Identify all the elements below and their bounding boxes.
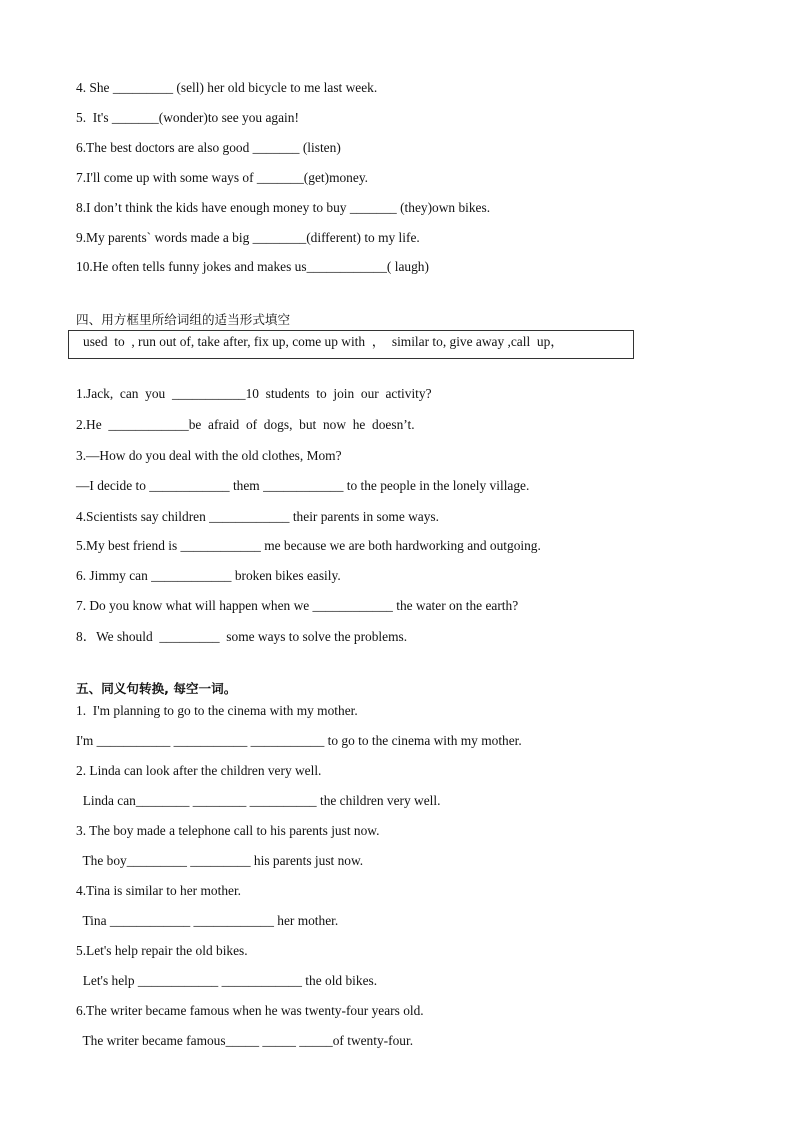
exercise-item: 4.Scientists say children ____________ their parents in some ways. — [76, 509, 439, 524]
exercise-item: Let's help ____________ ____________ the old bikes. — [76, 973, 378, 988]
exercise-item: 7.I'll come up with some ways of _______(get)money. — [76, 170, 368, 185]
exercise-item: 2.He ____________be afraid of dogs, but now he doesn’t. — [76, 417, 415, 432]
exercise-item: 1. I'm planning to go to the cinema with my mother. — [76, 703, 358, 718]
exercise-item: 10.He often tells funny jokes and makes us____________( laugh) — [76, 259, 429, 274]
exercise-item: 2. Linda can look after the children very well. — [76, 763, 322, 778]
exercise-item: 5. It's _______(wonder)to see you again! — [76, 110, 299, 125]
exercise-item: 4.Tina is similar to her mother. — [76, 883, 242, 898]
exercise-item: 4. She _________ (sell) her old bicycle to me last week. — [76, 80, 378, 95]
exercise-item: 6.The writer became famous when he was twenty-four years old. — [76, 1003, 424, 1018]
exercise-item: 3.—How do you deal with the old clothes, Mom? — [76, 448, 342, 463]
exercise-item: 5.My best friend is ____________ me because we are both hardworking and outgoing. — [76, 538, 541, 553]
exercise-item: Linda can________ ________ __________ the children very well. — [76, 793, 441, 808]
exercise-item: 3. The boy made a telephone call to his parents just now. — [76, 823, 380, 838]
exercise-item: 7. Do you know what will happen when we ____________ the water on the earth? — [76, 598, 519, 613]
exercise-item: 6. Jimmy can ____________ broken bikes easily. — [76, 568, 341, 583]
exercise-item: 5.Let's help repair the old bikes. — [76, 943, 248, 958]
exercise-item: 1.Jack, can you ___________10 students to join our activity? — [76, 386, 432, 401]
exercise-item: 8．We should _________ some ways to solve the problems. — [76, 629, 408, 644]
exercise-item: 8.I don’t think the kids have enough money to buy _______ (they)own bikes. — [76, 200, 491, 215]
word-box-text: used to , run out of, take after, fix up, come up with ， similar to, give away ,call up， — [83, 334, 564, 349]
exercise-item: 9.My parents` words made a big ________(different) to my life. — [76, 230, 420, 245]
exercise-item: The writer became famous_____ _____ _____of twenty-four. — [76, 1033, 414, 1048]
section-heading: 四、用方框里所给词组的适当形式填空 — [76, 312, 291, 327]
exercise-item: 6.The best doctors are also good _______ (listen) — [76, 140, 341, 155]
exercise-item: The boy_________ _________ his parents just now. — [76, 853, 364, 868]
exercise-item: —I decide to ____________ them ____________ to the people in the lonely village. — [76, 478, 530, 493]
exercise-item: I'm ___________ ___________ ___________ to go to the cinema with my mother. — [76, 733, 522, 748]
word-box — [68, 330, 634, 359]
section-heading: 五、同义句转换, 每空一词。 — [76, 681, 237, 696]
exercise-item: Tina ____________ ____________ her mother. — [76, 913, 339, 928]
